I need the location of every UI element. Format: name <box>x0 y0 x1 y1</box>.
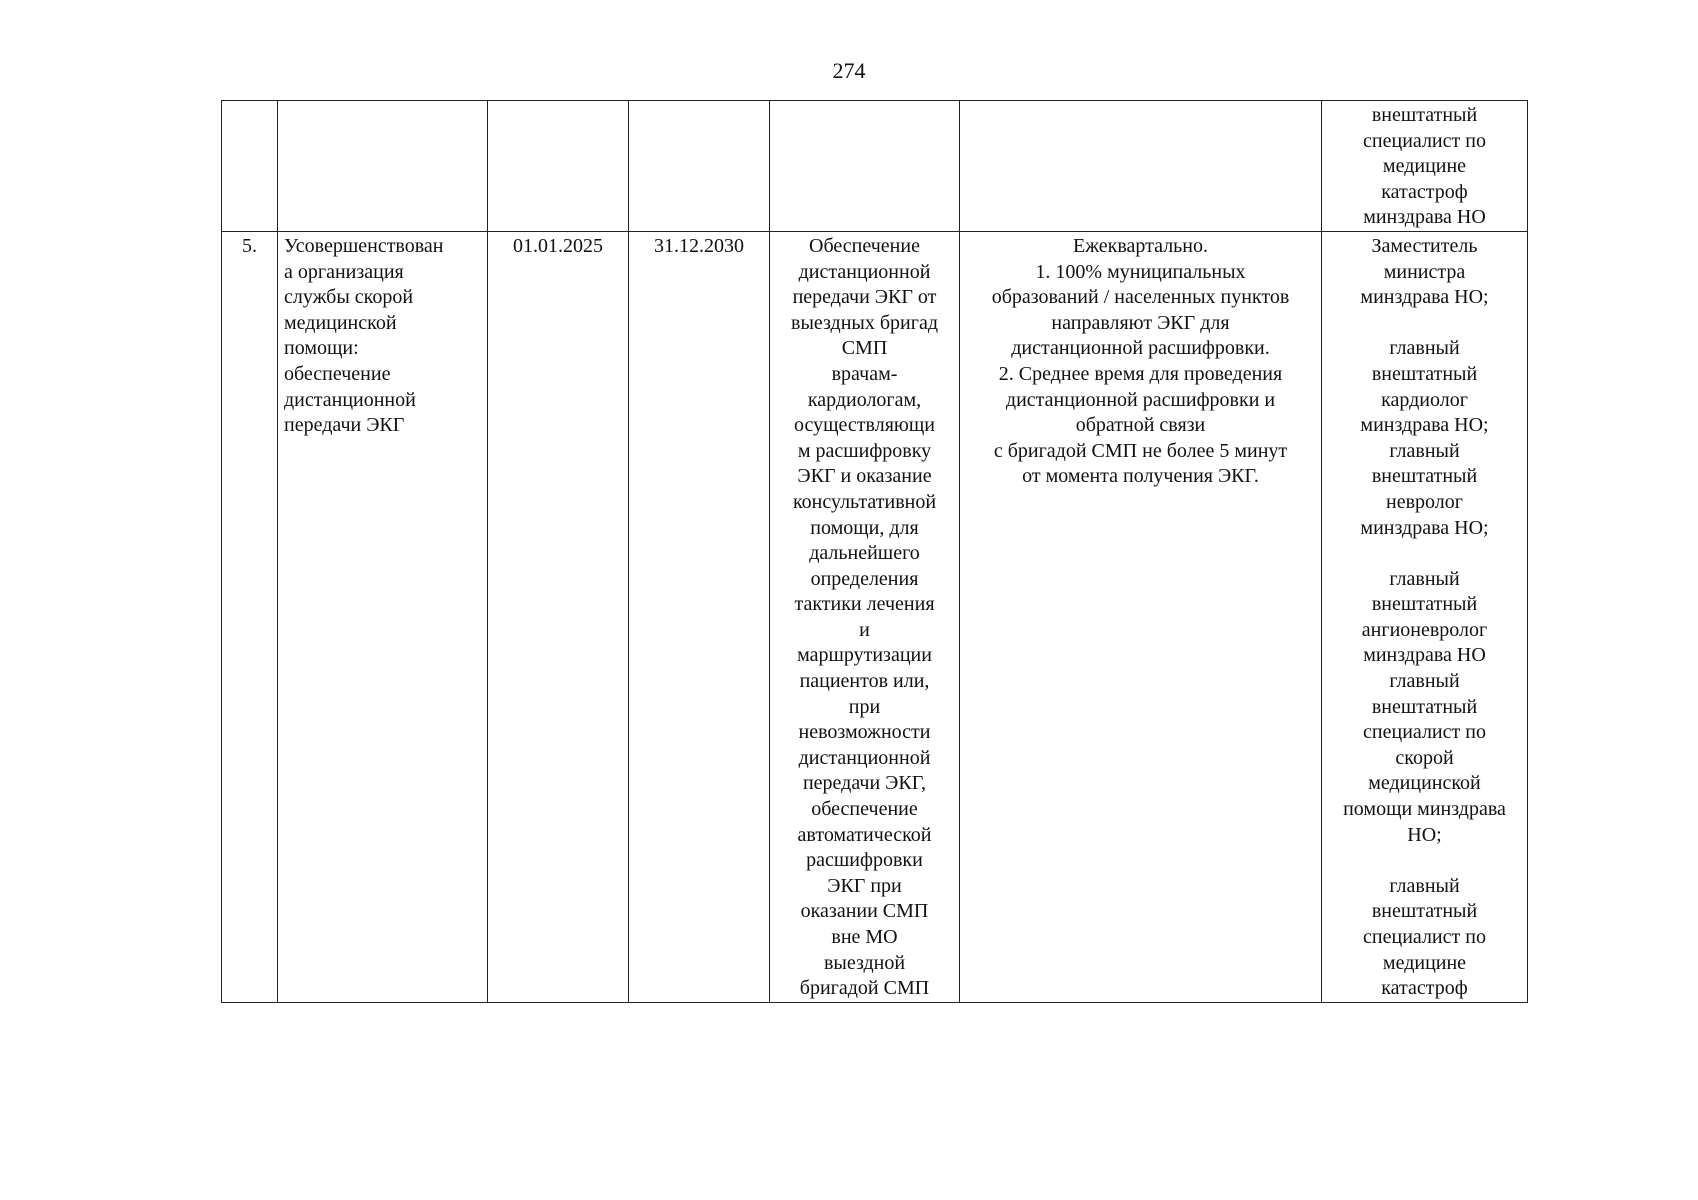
cell-end-date: 31.12.2030 <box>629 231 770 1002</box>
cell-description <box>770 101 960 232</box>
page-number: 274 <box>832 58 866 83</box>
cell-indicator: Ежеквартально. 1. 100% муниципальных образований / населенных пунктов направляют ЭКГ для дистанционной расшифровки. 2. Среднее время для проведения дистанционной расшифровки и обратной связи с бригадой СМП не более 5 минут от момента получения ЭКГ. <box>960 231 1322 1002</box>
cell-responsible: внештатный специалист по медицине катастроф минздрава НО <box>1322 101 1528 232</box>
cell-number <box>222 101 278 232</box>
table-row <box>222 231 1528 1002</box>
cell-indicator <box>960 101 1322 232</box>
cell-event <box>278 101 488 232</box>
cell-end-date <box>629 101 770 232</box>
cell-start-date: 01.01.2025 <box>488 231 629 1002</box>
cell-start-date <box>488 101 629 232</box>
plan-table <box>221 100 1528 1003</box>
cell-number: 5. <box>222 231 278 1002</box>
cell-description: Обеспечение дистанционной передачи ЭКГ от выездных бригад СМП врачам- кардиологам, осуществляющи м расшифровку ЭКГ и оказание консультативной помощи, для дальнейшего определения тактики лечения и маршрутизации пациентов или, при невозможности дистанционной передачи ЭКГ, обеспечение автоматической расшифровки ЭКГ при оказании СМП вне МО выездной бригадой СМП <box>770 231 960 1002</box>
table-row <box>222 101 1528 232</box>
cell-responsible: Заместитель министра минздрава НО; главный внештатный кардиолог минздрава НО; главный внештатный невролог минздрава НО; главный внештатный ангионевролог минздрава НО главный внештатный специалист по скорой медицинской помощи минздрава НО; главный внештатный специалист по медицине катастроф <box>1322 231 1528 1002</box>
cell-event: Усовершенствован а организация службы скорой медицинской помощи: обеспечение дистанционной передачи ЭКГ <box>278 231 488 1002</box>
